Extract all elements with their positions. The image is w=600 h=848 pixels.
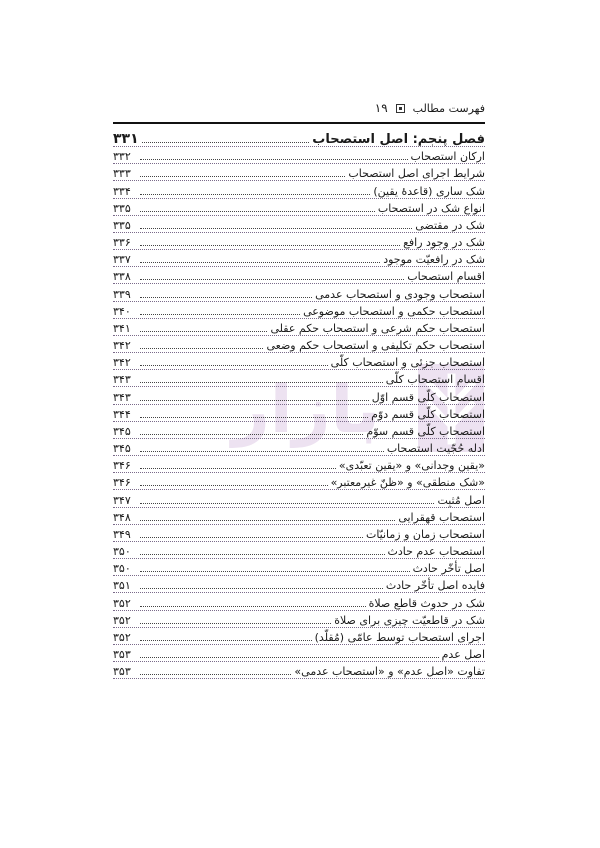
dot-leader	[140, 520, 395, 521]
dot-leader	[140, 640, 312, 641]
dot-leader	[140, 571, 410, 572]
toc-entry-title: شک در وجود رافع	[403, 236, 485, 250]
dot-leader	[140, 554, 385, 555]
toc-entry-page: ۳۴۳	[113, 390, 131, 404]
toc-entry-title: شک در رافعیّت موجود	[383, 253, 485, 267]
toc-entry-title: فایده اصل تأخّر حادث	[385, 579, 485, 593]
toc-entry-page: ۳۵۰	[113, 545, 131, 559]
toc-entry-title: انواع شک در استصحاب	[377, 201, 485, 215]
dot-leader	[140, 331, 267, 332]
toc-entry[interactable]	[113, 593, 485, 610]
toc-entry-title: «یقین وجدانی» و «یقین تعبّدی»	[338, 459, 485, 473]
toc-entry-page: ۳۳۶	[113, 236, 131, 250]
header-title: فهرست مطالب	[412, 101, 485, 115]
dot-leader	[142, 142, 310, 143]
dot-leader	[140, 228, 412, 229]
toc-entry[interactable]	[113, 370, 485, 387]
dot-leader	[140, 262, 380, 263]
toc-entry-page: ۳۴۸	[113, 510, 131, 524]
dot-leader	[140, 657, 439, 658]
toc-entry-page: ۳۵۱	[113, 579, 131, 593]
dot-leader	[140, 434, 363, 435]
toc-entry[interactable]	[113, 233, 485, 250]
toc-entry-title: شک در حدوث قاطع صلاة	[368, 596, 485, 610]
toc-entry-page: ۳۳۷	[113, 253, 131, 267]
chapter-heading-row[interactable]	[113, 126, 485, 147]
toc-entry[interactable]	[113, 353, 485, 370]
toc-entry[interactable]	[113, 319, 485, 336]
toc-entry-title: استصحاب وجودی و استصحاب عدمی	[315, 287, 485, 301]
toc-entry-title: استصحاب حکم شرعی و استصحاب حکم عقلی	[270, 321, 485, 335]
square-bullet-icon	[396, 104, 405, 113]
toc-entry-title: اقسام استصحاب	[407, 270, 485, 284]
toc-entry-page: ۳۴۰	[113, 304, 131, 318]
dot-leader	[140, 451, 384, 452]
toc-entry-page: ۳۴۲	[113, 339, 131, 353]
toc-entry-page: ۳۴۴	[113, 407, 131, 421]
running-header	[113, 98, 485, 118]
toc-entry-title: تفاوت «اصل عدم» و «استصحاب عدمی»	[294, 665, 485, 679]
toc-entry-page: ۳۵۲	[113, 613, 131, 627]
toc-entry[interactable]	[113, 284, 485, 301]
toc-entry-page: ۳۴۵	[113, 442, 131, 456]
toc-entry-title: استصحاب زمان و زمانیّات	[365, 527, 485, 541]
toc-entry[interactable]	[113, 267, 485, 284]
dot-leader	[140, 279, 404, 280]
dot-leader	[140, 623, 331, 624]
toc-entry-page: ۳۵۳	[113, 665, 131, 679]
dot-leader	[140, 606, 366, 607]
toc-entry[interactable]	[113, 387, 485, 404]
toc-entry-page: ۳۴۲	[113, 356, 131, 370]
dot-leader	[140, 588, 383, 589]
dot-leader	[140, 245, 400, 246]
toc-entry-title: استصحاب عدم حادث	[387, 545, 485, 559]
toc-entry-page: ۳۵۰	[113, 562, 131, 576]
chapter-page-number: ۳۳۱	[113, 131, 139, 147]
toc-entry[interactable]	[113, 302, 485, 319]
toc-entry-title: ادله حُجّیت استصحاب	[386, 442, 485, 456]
dot-leader	[140, 297, 312, 298]
toc-entry-page: ۳۳۹	[113, 287, 131, 301]
dot-leader	[140, 468, 336, 469]
toc-entry-page: ۳۵۳	[113, 648, 131, 662]
dot-leader	[140, 400, 369, 401]
dot-leader	[140, 176, 345, 177]
toc-entry[interactable]	[113, 422, 485, 439]
dot-leader	[140, 537, 363, 538]
dot-leader	[140, 159, 408, 160]
chapter-title: فصل پنجم: اصل استصحاب	[312, 132, 485, 147]
dot-leader	[140, 348, 263, 349]
header-page-number: ۱۹	[374, 101, 388, 115]
dot-leader	[140, 194, 370, 195]
toc-entry[interactable]	[113, 611, 485, 628]
toc-entry[interactable]	[113, 490, 485, 507]
toc-entry[interactable]	[113, 525, 485, 542]
toc-entry-title: «شک منطقی» و «ظنّ غیرمعتبر»	[330, 476, 485, 490]
toc-entry[interactable]	[113, 542, 485, 559]
toc-entry-title: شک در قاطعیّت چیزی برای صلاة	[334, 613, 485, 627]
toc-entry-title: اصل عدم	[441, 648, 485, 662]
toc-entry-page: ۳۵۲	[113, 630, 131, 644]
toc-entry[interactable]	[113, 147, 485, 164]
toc-entry[interactable]	[113, 456, 485, 473]
toc-entry-page: ۳۳۸	[113, 270, 131, 284]
toc-entry-page: ۳۴۷	[113, 493, 131, 507]
toc-entry-page: ۳۳۲	[113, 150, 131, 164]
toc-entry-page: ۳۴۵	[113, 424, 131, 438]
dot-leader	[140, 365, 328, 366]
toc-entry[interactable]	[113, 645, 485, 662]
toc-entry-title: استصحاب کلّی قسم اوّل	[371, 390, 485, 404]
toc-entry-page: ۳۴۶	[113, 459, 131, 473]
toc-entry[interactable]	[113, 164, 485, 181]
toc-entry[interactable]	[113, 216, 485, 233]
toc-entry-title: استصحاب کلّی قسم دوّم	[371, 407, 485, 421]
toc-entry[interactable]	[113, 250, 485, 267]
toc-entry-page: ۳۴۱	[113, 321, 131, 335]
toc-entry-title: اصل تأخّر حادث	[412, 562, 485, 576]
dot-leader	[140, 485, 328, 486]
toc-entry[interactable]	[113, 199, 485, 216]
toc-entry-page: ۳۴۹	[113, 527, 131, 541]
toc-entry-title: شک در مقتضی	[415, 218, 485, 232]
header-rule	[113, 122, 485, 124]
toc-entry[interactable]	[113, 439, 485, 456]
toc-entry[interactable]	[113, 508, 485, 525]
dot-leader	[140, 674, 291, 675]
dot-leader	[140, 503, 434, 504]
toc-entry-page: ۳۳۴	[113, 184, 131, 198]
toc-entry[interactable]	[113, 181, 485, 198]
toc-entry-title: شک ساری (قاعدهٔ یقین)	[373, 184, 485, 198]
toc-entry[interactable]	[113, 473, 485, 490]
dot-leader	[140, 417, 368, 418]
toc-entry-title: استصحاب کلّی قسم سوّم	[366, 424, 485, 438]
dot-leader	[140, 211, 375, 212]
table-of-contents	[113, 126, 485, 679]
toc-entry-title: استصحاب حکم تکلیفی و استصحاب حکم وضعی	[266, 339, 485, 353]
toc-entry-title: استصحاب حکمی و استصحاب موضوعی	[303, 304, 485, 318]
toc-entry[interactable]	[113, 405, 485, 422]
toc-entry-page: ۳۴۶	[113, 476, 131, 490]
toc-entry[interactable]	[113, 559, 485, 576]
dot-leader	[140, 314, 300, 315]
toc-entry-page: ۳۳۵	[113, 201, 131, 215]
toc-entry[interactable]	[113, 336, 485, 353]
toc-entry-page: ۳۳۳	[113, 167, 131, 181]
dot-leader	[140, 382, 383, 383]
toc-entry[interactable]	[113, 576, 485, 593]
toc-entry-page: ۳۴۳	[113, 373, 131, 387]
toc-entry-title: ارکان استصحاب	[410, 150, 485, 164]
toc-entry-title: استصحاب قهقرایی	[398, 510, 485, 524]
toc-entry-title: اصل مُثبِت	[437, 493, 485, 507]
toc-entry[interactable]	[113, 662, 485, 679]
toc-entry-title: اقسام استصحاب کلّی	[385, 373, 485, 387]
toc-entry-title: شرایط اجرای اصل استصحاب	[348, 167, 485, 181]
toc-entry-page: ۳۵۲	[113, 596, 131, 610]
toc-entry[interactable]	[113, 628, 485, 645]
toc-entry-title: اجرای استصحاب توسط عامّی (مُقلّد)	[314, 630, 485, 644]
toc-entry-page: ۳۳۵	[113, 218, 131, 232]
toc-entry-title: استصحاب جزئی و استصحاب کلّی	[330, 356, 485, 370]
watermark-text: بازار	[231, 371, 381, 448]
